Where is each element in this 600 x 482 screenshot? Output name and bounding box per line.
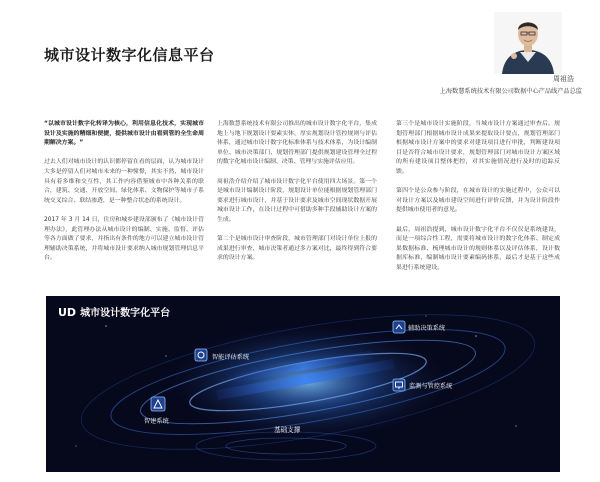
brand-logo: UD [58, 306, 77, 319]
node-label-assist-decision: 辅助决策系统 [408, 325, 446, 332]
assist-decision-icon [392, 320, 406, 334]
paragraph: 过去人们对城市设计的认识都停留在看的层面，认为城市设计大多是停留人们对城市未来的一种憧憬，其实不然，城市设计具有着多维和交互性，其工作内容借鉴城市中各种关系的联合，建筑、交通、开放空间、绿化体系、文物保护等城市子系统交叉综合、联结渗透，是一种整合状态的系统设计。 [44, 159, 204, 204]
node-label-evaluation: 智能评估系统 [212, 354, 250, 361]
article-column-3 [396, 120, 560, 283]
node-label-base-support: 基础支撑 [274, 426, 301, 434]
diagram-graphic [46, 296, 560, 472]
lead-quote: “以城市设计数字化转译为核心，利用信息化技术，实现城市设计及实施的精细和便捷，提供城市设计由看到管的全生命周期解决方案。” [44, 121, 204, 147]
article-column-1 [44, 120, 204, 274]
paragraph: 2017 年 3 月 14 日，住房和城乡建设部颁布了《城市设计管理办法》，此管理办法从城市设计的编制、实施、监督、评估等各方面做了要求，并指出有条件的地方可以建立城市设计管理辅助决策系统，并将城市设计要求纳入城市规划管理信息平台。 [44, 216, 204, 262]
paragraph: 周祖浩介绍介绍了城市设计数字化平台使用四大场景。第一个是城市设计编制设计阶段，规划设计单位能根据规划管理部门要求进行城市设计，并基于设计要求及城市空间现状数据开展城市设计工作，在设计过程中可借助多种手段辅助设计方案的生成。 [217, 178, 377, 223]
design-system-icon [150, 396, 166, 412]
paragraph: 上海数慧系统技术有限公司推出的城市设计数字化平台，集成地上与地下规划设计要素实体，厚实规划设计管控规则与评估体系，通过城市设计数字化标准体系与技术体系，为设计编制单位、城市决策部门、规划管理部门提供规划建设管理全过程的数字化城市设计编制、决策、管理与实施评估应用。 [217, 121, 377, 166]
paragraph: 第四个是公众参与阶段，在城市设计的实施过程中，公众可以对设计方案以及城市建设空间进行评价反馈，并为设计阶段作提供城市使用者的意见。 [396, 188, 560, 214]
paragraph: 第三个是城市设计实施阶段，当城市设计方案通过审查后，规划管理部门根据城市设计成果来提取设计要点，规划管理部门根据城市设计方案中的要求对建设项目进行审批，判断建设项目是否符合城市设计要求，规划管理部门对城市设计方案区域的所有建设项目整体把控，对其实施情况进行及时的追踪反馈。 [396, 121, 560, 175]
paragraph: 第二个是城市设计审查阶段，城市管理部门对设计单位上报的成果进行审查，城市决策者通过多方案对比，最终得到符合要求的设计方案。 [217, 236, 377, 262]
node-label-design: 智建系统 [144, 418, 169, 425]
article-column-2 [217, 120, 377, 274]
diagram-title [58, 304, 170, 319]
paragraph: 最后，周祖浩提到，城市设计数字化平台不仅仅是系统建设，而是一项综合性工程，需要将城市设计的数字化体系、制定成果数据标准、梳理城市设计的规则体系以及评估体系，设计数据库标准，编制城市设计要素编码体系，最后才是基于这些成果进行系统建设。 [396, 226, 560, 271]
article-title: 城市设计数字化信息平台 [44, 46, 215, 64]
author-photo [494, 12, 562, 74]
evaluation-icon [194, 348, 208, 362]
monitor-icon [392, 378, 406, 392]
node-label-monitor: 监测与管控系统 [409, 383, 453, 390]
diagram-title-text: 城市设计数字化平台 [80, 308, 171, 319]
author-title: 上海数慧系统技术有限公司数据中心产品线产品总监 [439, 88, 582, 95]
platform-diagram [46, 296, 560, 472]
author-name: 周祖浩 [553, 75, 574, 83]
